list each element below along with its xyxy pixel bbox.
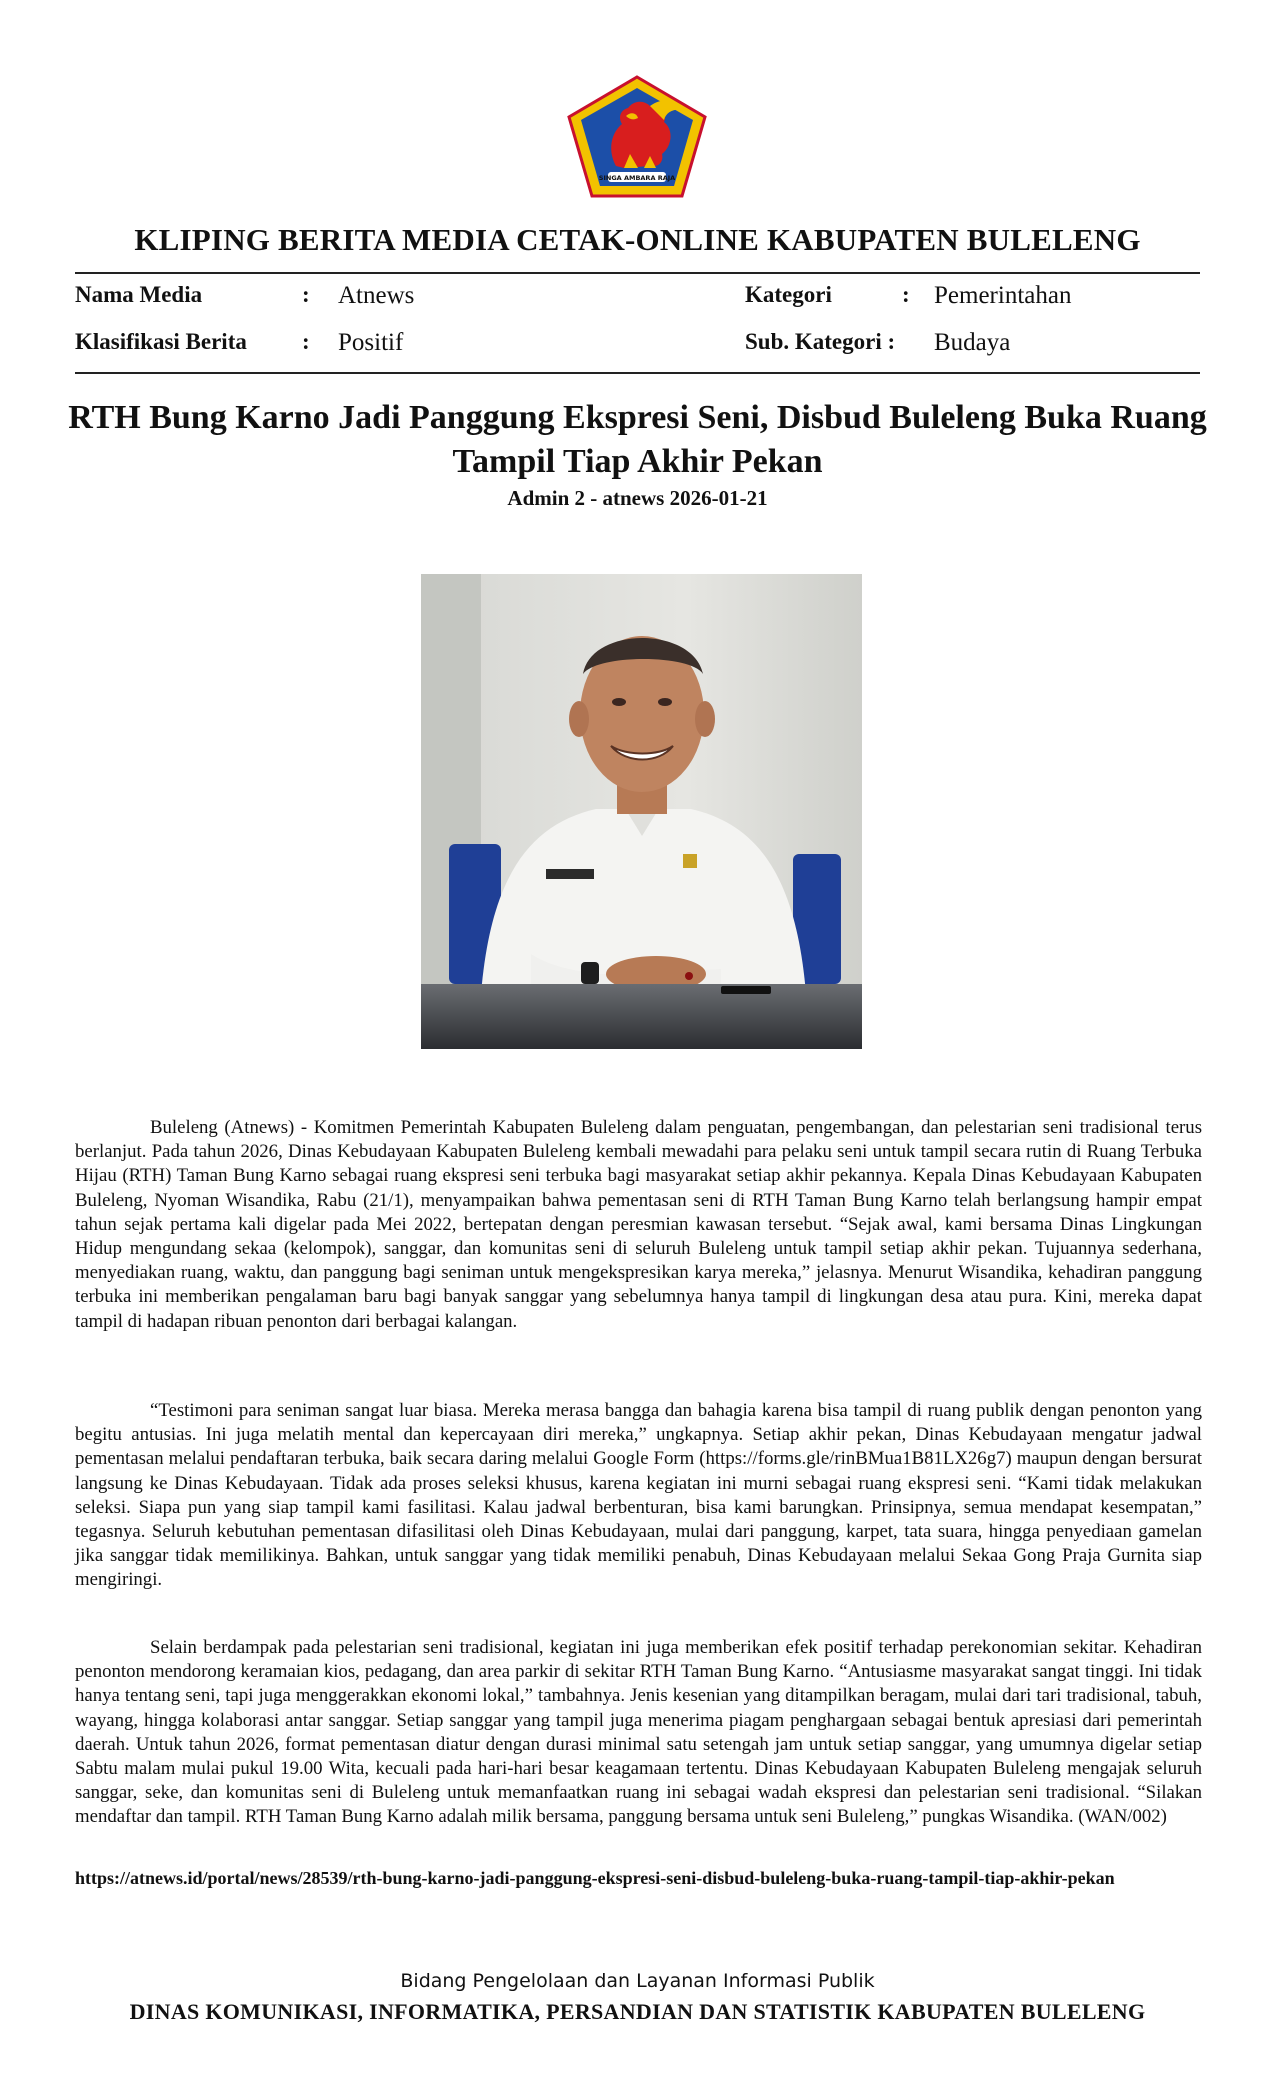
article-byline: Admin 2 - atnews 2026-01-21 bbox=[507, 486, 768, 510]
sub-kategori-value: Budaya bbox=[934, 329, 1011, 356]
article-paragraph: Selain berdampak pada pelestarian seni tradisional, kegiatan ini juga memberikan efek positif terhadap perekonomian sekitar. Kehadiran penonton mendorong keramaian kios, pedagang, dan area parkir di sekitar RTH Taman Bung Karno. “Antusiasme masyarakat sangat tinggi. Ini tidak hanya tentang seni, tapi juga menggerakkan ekonomi lokal,” tambahnya. Jenis kesenian yang ditampilkan beragam, mulai dari tari tradisional, tabuh, wayang, hingga kolaborasi antar sanggar. Setiap sanggar yang tampil juga menerima piagam penghargaan sebagai bentuk apresiasi dari pemerintah daerah. Untuk tahun 2026, format pementasan diatur dengan durasi minimal satu setengah jam untuk setiap sanggar, yang umumnya digelar setiap Sabtu malam mulai pukul 19.00 Wita, kecuali pada hari-hari besar keagamaan tertentu. Dinas Kebudayaan Kabupaten Buleleng mengajak seluruh sanggar, seke, dan komunitas seni di Buleleng untuk memanfaatkan ruang ini sebagai wadah ekspresi dan pelestarian seni tradisional. “Silakan mendaftar dan tampil. RTH Taman Bung Karno adalah milik bersama, panggung bersama untuk seni Buleleng,” pungkas Wisandika. (WAN/002) bbox=[75, 1637, 1202, 1828]
logo-motto-text: SINGA AMBARA RAJA bbox=[598, 174, 676, 182]
divider-top bbox=[75, 272, 1200, 274]
footer-division: Bidang Pengelolaan dan Layanan Informasi Publik bbox=[400, 1970, 875, 1992]
klasifikasi-label: Klasifikasi Berita bbox=[75, 329, 247, 354]
nama-media-value: Atnews bbox=[338, 282, 415, 309]
sub-kategori-label: Sub. Kategori : bbox=[745, 329, 896, 354]
nama-media-label: Nama Media bbox=[75, 282, 203, 307]
colon: : bbox=[302, 282, 310, 307]
source-link[interactable]: https://atnews.id/portal/news/28539/rth-bung-karno-jadi-panggung-ekspresi-seni-disbud-buleleng-buka-ruang-tampil-tiap-akhir-pekan bbox=[75, 1868, 1115, 1888]
article-headline: RTH Bung Karno Jadi Panggung Ekspresi Seni, Disbud Buleleng Buka Ruang Tampil Tiap Akhir Pekan bbox=[68, 399, 1207, 480]
article-paragraph: Buleleng (Atnews) - Komitmen Pemerintah Kabupaten Buleleng dalam penguatan, pengembangan, dan pelestarian seni tradisional terus berlanjut. Pada tahun 2026, Dinas Kebudayaan Kabupaten Buleleng kembali mewadahi para pelaku seni untuk tampil secara rutin di Ruang Terbuka Hijau (RTH) Taman Bung Karno sebagai ruang ekspresi seni terbuka bagi masyarakat setiap akhir pekannya. Kepala Dinas Kebudayaan Kabupaten Buleleng, Nyoman Wisandika, Rabu (21/1), menyampaikan bahwa pementasan seni di RTH Taman Bung Karno telah berlangsung hampir empat tahun sejak pertama kali digelar pada Mei 2022, bertepatan dengan peresmian kawasan tersebut. “Sejak awal, kami bersama Dinas Lingkungan Hidup mengundang sekaa (kelompok), sanggar, dan komunitas seni di seluruh Buleleng untuk tampil setiap akhir pekan. Tujuannya sederhana, menyediakan ruang, waktu, dan panggung bagi seniman untuk mengekspresikan karya mereka,” jelasnya. Menurut Wisandika, kehadiran panggung terbuka ini memberikan pengalaman baru bagi banyak sanggar yang sebelumnya hanya tampil di lingkungan desa atau pura. Kini, mereka dapat tampil di hadapan ribuan penonton dari berbagai kalangan. bbox=[75, 1117, 1202, 1332]
footer-agency: DINAS KOMUNIKASI, INFORMATIKA, PERSANDIAN DAN STATISTIK KABUPATEN BULELENG bbox=[129, 1999, 1146, 2024]
article-photo bbox=[421, 574, 862, 1049]
regency-logo bbox=[564, 74, 710, 200]
kategori-value: Pemerintahan bbox=[934, 282, 1072, 309]
document-title: KLIPING BERITA MEDIA CETAK-ONLINE KABUPATEN BULELENG bbox=[134, 222, 1141, 257]
colon: : bbox=[302, 329, 310, 354]
klasifikasi-value: Positif bbox=[338, 329, 404, 356]
divider-bottom bbox=[75, 372, 1200, 374]
colon: : bbox=[902, 282, 910, 307]
article-paragraph: “Testimoni para seniman sangat luar biasa. Mereka merasa bangga dan bahagia karena bisa tampil di ruang publik dengan penonton yang begitu antusias. Ini juga melatih mental dan kepercayaan diri mereka,” ungkapnya. Setiap akhir pekan, Dinas Kebudayaan mengatur jadwal pementasan melalui pendaftaran terbuka, baik secara daring melalui Google Form (https://forms.gle/rinBMua1B81LX26g7) maupun dengan bersurat langsung ke Dinas Kebudayaan. Tidak ada proses seleksi khusus, karena kegiatan ini murni sebagai ruang ekspresi seni. “Kami tidak melakukan seleksi. Siapa pun yang siap tampil kami fasilitasi. Kalau jadwal berbenturan, bisa kami barungkan. Prinsipnya, semua mendapat kesempatan,” tegasnya. Seluruh kebutuhan pementasan difasilitasi oleh Dinas Kebudayaan, mulai dari panggung, karpet, tata suara, hingga penyediaan gamelan jika sanggar tidak memilikinya. Bahkan, untuk sanggar yang tidak memiliki penabuh, Dinas Kebudayaan melalui Sekaa Gong Praja Gurnita siap mengiringi. bbox=[75, 1400, 1202, 1591]
kategori-label: Kategori bbox=[745, 282, 832, 307]
